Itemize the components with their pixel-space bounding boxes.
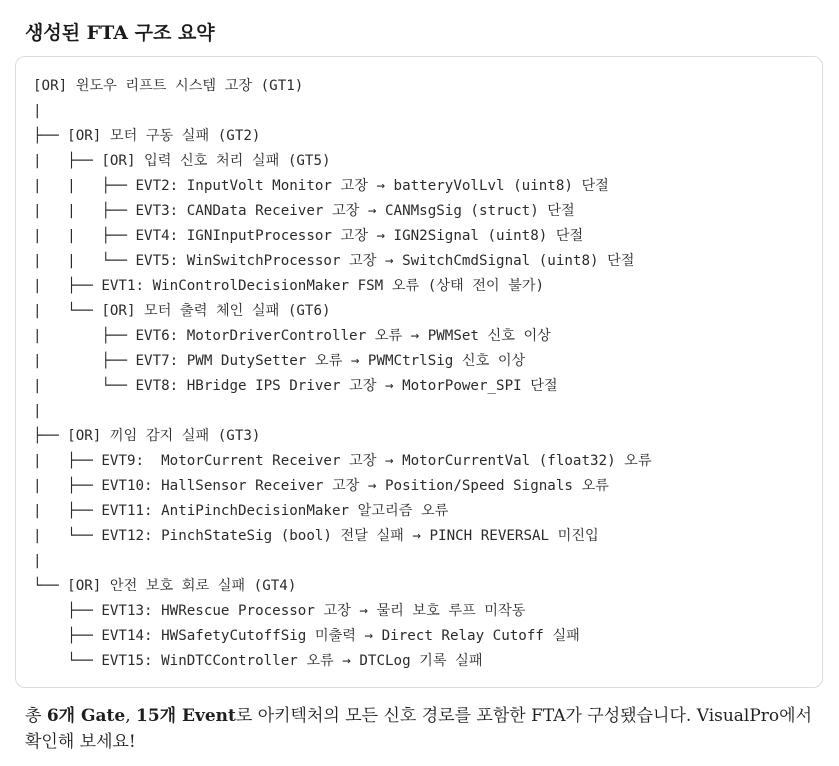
fta-tree-line: | [33,103,42,119]
section-heading: 생성된 FTA 구조 요약 [25,22,215,44]
fta-tree-line: | [33,403,42,419]
summary-separator: , [125,706,137,726]
fta-tree-line: └── EVT15: WinDTCController 오류 → DTCLog 기록 실패 [33,653,483,669]
fta-tree-line: ├── [OR] 끼임 감지 실패 (GT3) [33,428,261,444]
fta-tree-line: | | └── EVT5: WinSwitchProcessor 고장 → SwitchCmdSignal (uint8) 단절 [33,253,635,269]
fta-tree-line: | | ├── EVT3: CANData Receiver 고장 → CANMsgSig (struct) 단절 [33,203,575,219]
summary-prefix: 총 [25,706,47,726]
fta-tree-line: └── [OR] 안전 보호 회로 실패 (GT4) [33,578,297,594]
fta-tree-line: | ├── EVT7: PWM DutySetter 오류 → PWMCtrlSig 신호 이상 [33,353,526,369]
fta-tree-line: | | ├── EVT2: InputVolt Monitor 고장 → batteryVolLvl (uint8) 단절 [33,178,609,194]
fta-tree-line: | ├── EVT1: WinControlDecisionMaker FSM 오류 (상태 전이 불가) [33,278,545,294]
fta-tree-line: | └── [OR] 모터 출력 체인 실패 (GT6) [33,303,331,319]
fta-tree-line: | └── EVT12: PinchStateSig (bool) 전달 실패 → PINCH REVERSAL 미진입 [33,528,599,544]
summary-text [25,703,815,755]
fta-tree-line: [OR] 윈도우 리프트 시스템 고장 (GT1) [33,78,304,94]
fta-tree-line: | ├── EVT6: MotorDriverController 오류 → PWMSet 신호 이상 [33,328,551,344]
fta-tree-lines [33,74,652,674]
fta-tree-line: | | ├── EVT4: IGNInputProcessor 고장 → IGN2Signal (uint8) 단절 [33,228,584,244]
event-count: 15개 Event [136,706,236,726]
fta-tree-line: ├── [OR] 모터 구동 실패 (GT2) [33,128,261,144]
gate-count: 6개 Gate [46,706,126,726]
fta-tree-line: | ├── EVT11: AntiPinchDecisionMaker 알고리즘 오류 [33,503,449,519]
fta-tree-line: ├── EVT14: HWSafetyCutoffSig 미출력 → Direct Relay Cutoff 실패 [33,628,580,644]
fta-tree-line: | └── EVT8: HBridge IPS Driver 고장 → MotorPower_SPI 단절 [33,378,558,394]
fta-tree-line: | ├── EVT10: HallSensor Receiver 고장 → Position/Speed Signals 오류 [33,478,609,494]
summary-suffix: 로 아키텍처의 모든 신호 경로를 포함한 FTA가 구성됐습니다. VisualPro에서 확인해 보세요! [25,706,813,752]
fta-tree-line: ├── EVT13: HWRescue Processor 고장 → 물리 보호 루프 미작동 [33,603,526,619]
fta-tree-line: | ├── [OR] 입력 신호 처리 실패 (GT5) [33,153,331,169]
fta-tree-line: | [33,553,42,569]
fta-tree-code-block [15,56,823,688]
fta-tree-line: | ├── EVT9: MotorCurrent Receiver 고장 → MotorCurrentVal (float32) 오류 [33,453,652,469]
